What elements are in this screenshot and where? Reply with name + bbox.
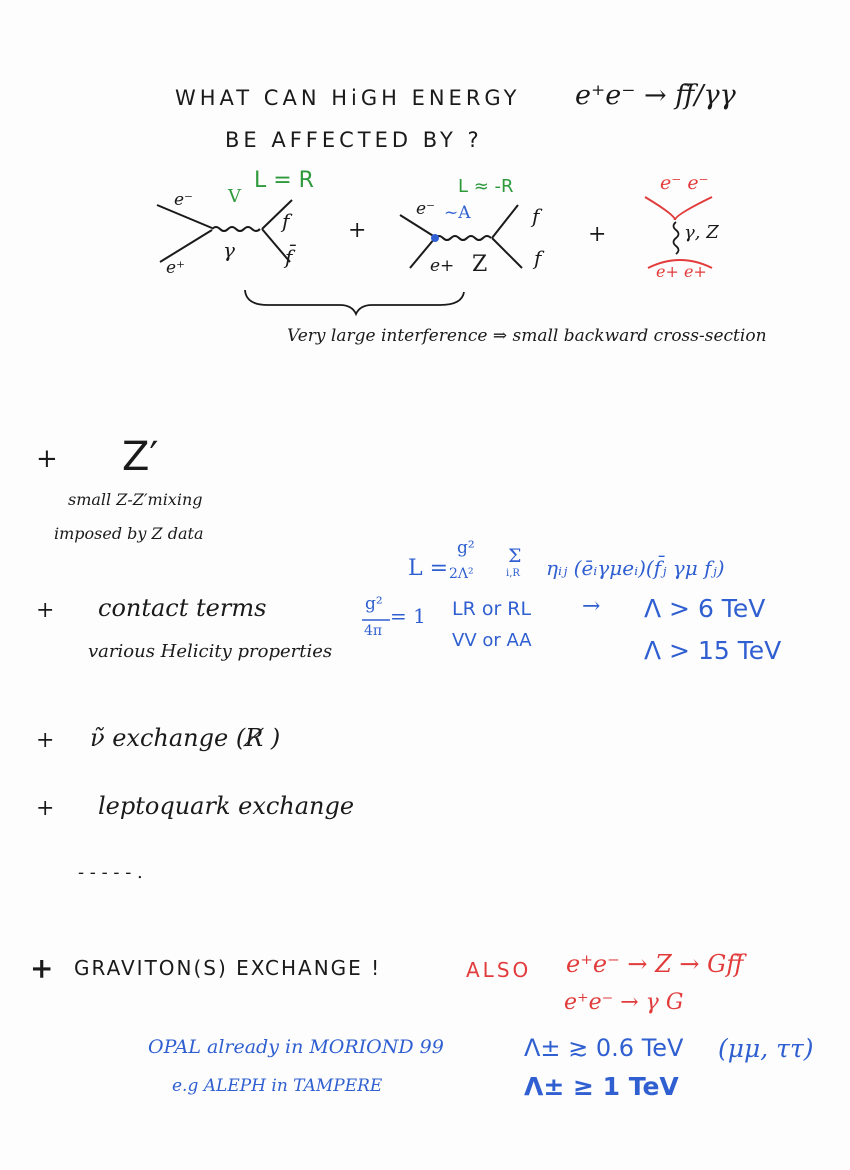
graviton-label: GRAVITON(S) EXCHANGE ! xyxy=(74,956,382,980)
zprime-plus: + xyxy=(36,444,58,474)
title-line-2: BE AFFECTED BY ? xyxy=(225,128,483,152)
plus-1: + xyxy=(348,218,367,243)
opal-channels: (μμ, ττ) xyxy=(718,1034,814,1063)
lagrangian-coupling-den: 2Λ² xyxy=(449,566,474,582)
diagram-3-top: e⁻ e⁻ xyxy=(660,172,709,194)
graviton-plus: + xyxy=(30,952,54,985)
leptoquark-plus: + xyxy=(36,796,55,821)
aleph-label: e.g ALEPH in TAMPERE xyxy=(172,1076,383,1096)
diagram-1-e-minus: e⁻ xyxy=(174,190,194,210)
diagram-1-fbar: f̄ xyxy=(285,245,293,269)
zprime-note-1: small Z-Z′mixing xyxy=(68,490,203,509)
sneutrino-label: ν̃ exchange (R̸ ) xyxy=(90,724,281,752)
diagram-2-coupling: L ≈ -R xyxy=(458,176,514,197)
diagram-2-f: f xyxy=(532,204,540,228)
diagram-1-f: f xyxy=(282,209,290,233)
contact-note: various Helicity properties xyxy=(88,641,333,662)
diagram-2-boson: Z xyxy=(472,252,488,277)
zprime-label: Z′ xyxy=(122,434,159,480)
gnorm-num: g² xyxy=(365,594,383,614)
graviton-process-1: e⁺e⁻ → Z → Gff̄ xyxy=(566,950,744,978)
diagram-3-bottom: e+ e+ xyxy=(656,262,707,281)
leptoquark-label: leptoquark exchange xyxy=(98,792,355,820)
lagrangian-sum-sub: i,R xyxy=(506,568,520,579)
diagram-1-boson: γ xyxy=(223,238,235,262)
sneutrino-plus: + xyxy=(36,728,55,753)
interference-note: Very large interference ⇒ small backward cross-section xyxy=(287,326,767,346)
diagram-2-e-minus: e⁻ xyxy=(416,199,436,219)
lr-arrow: → xyxy=(582,594,601,619)
zprime-note-2: imposed by Z data xyxy=(54,524,204,543)
gnorm-eq: = 1 xyxy=(390,604,426,628)
opal-limit: Λ± ≳ 0.6 TeV xyxy=(524,1034,684,1062)
diagram-1-coupling: L = R xyxy=(254,168,314,193)
lr-limit: Λ > 6 TeV xyxy=(644,594,766,623)
lagrangian-rest: ηᵢⱼ (ēᵢγμeᵢ)(f̄ⱼ γμ fⱼ) xyxy=(546,556,725,580)
diagram-1-e-plus: e⁺ xyxy=(166,258,186,278)
title-process: e⁺e⁻ → ff̄/γγ xyxy=(575,80,736,111)
opal-label: OPAL already in MORIOND 99 xyxy=(148,1036,444,1058)
diagram-2-fbar: f xyxy=(534,246,542,270)
lagrangian-sum: Σ xyxy=(508,545,522,567)
ellipsis-dashes: - - - - - . xyxy=(78,862,143,883)
contact-label: contact terms xyxy=(98,594,267,622)
diagram-3-boson: γ, Z xyxy=(684,222,719,243)
lagrangian-lhs: L = xyxy=(408,556,449,581)
diagram-1-vertex: V xyxy=(228,186,241,207)
title-line-1: WHAT CAN HiGH ENERGY xyxy=(175,86,521,110)
diagram-2-e-plus: e+ xyxy=(430,256,455,276)
diagram-2-vertex: ~A xyxy=(444,203,471,223)
contact-plus: + xyxy=(36,598,55,623)
plus-2: + xyxy=(588,222,607,247)
graviton-process-2: e⁺e⁻ → γ G xyxy=(564,990,684,1015)
graviton-also: ALSO xyxy=(466,958,532,982)
lagrangian-coupling-num: g² xyxy=(457,538,475,558)
lr-label: LR or RL xyxy=(452,598,532,620)
aleph-limit: Λ± ≥ 1 TeV xyxy=(524,1072,679,1101)
gnorm-den: 4π xyxy=(364,623,383,639)
vv-label: VV or AA xyxy=(452,630,532,651)
vv-limit: Λ > 15 TeV xyxy=(644,636,782,665)
